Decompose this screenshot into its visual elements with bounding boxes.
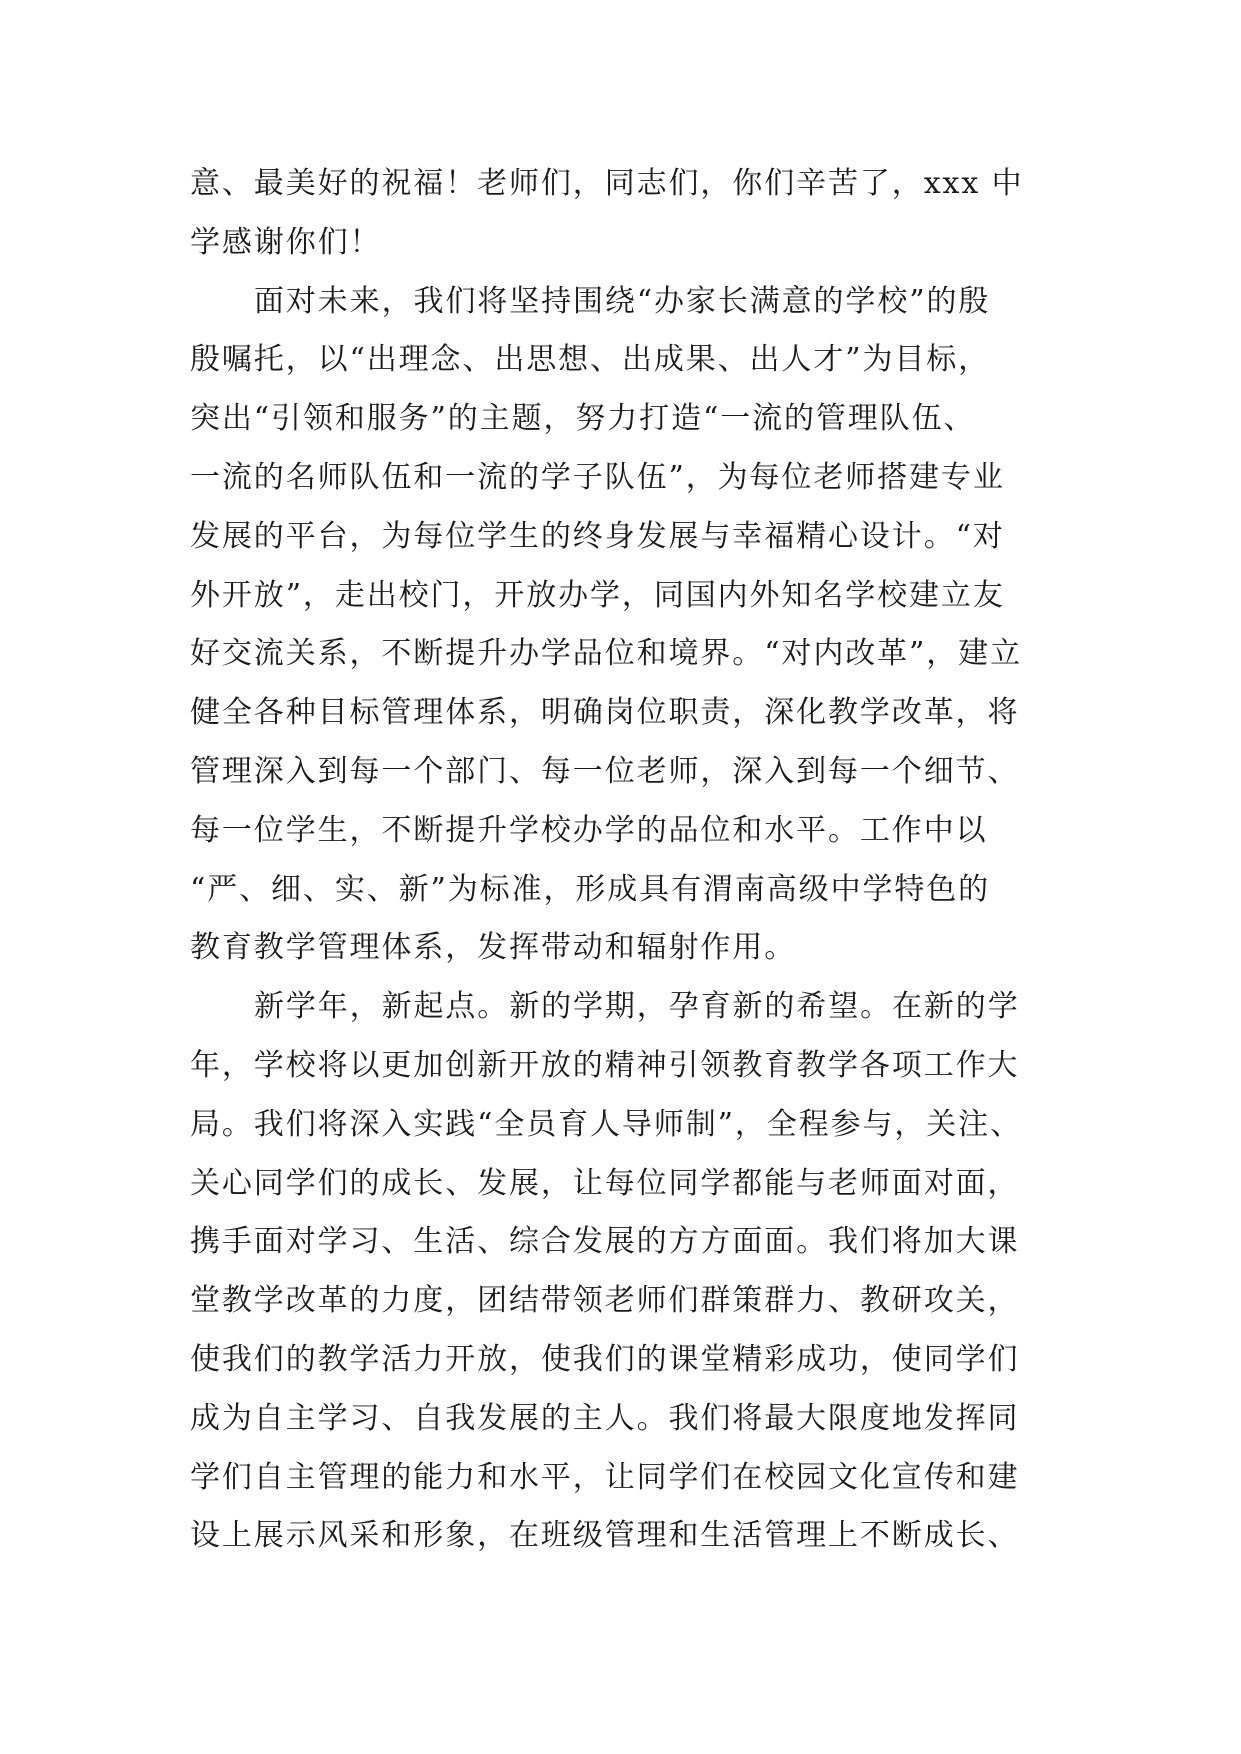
text-line: 教育教学管理体系，发挥带动和辐射作用。 (190, 930, 797, 966)
body-text (190, 155, 1052, 1566)
text-line: 堂教学改革的力度，团结带领老师们群策群力、教研攻关， (190, 1283, 1020, 1319)
paragraph-first-line: 新学年，新起点。新的学期，孕育新的希望。在新的学 (254, 989, 1020, 1025)
text-line: 设上展示风采和形象，在班级管理和生活管理上不断成长、 (190, 1518, 1020, 1554)
text-line: 使我们的教学活力开放，使我们的课堂精彩成功，使同学们 (190, 1341, 1020, 1377)
text-line: 局。我们将深入实践“全员育人导师制”，全程参与，关注、 (190, 1106, 1022, 1142)
text-line: 管理深入到每一个部门、每一位老师，深入到每一个细节、 (190, 753, 1020, 789)
text-line: 外开放”，走出校门，开放办学，同国内外知名学校建立友 (190, 577, 1005, 613)
text-line: 好交流关系，不断提升办学品位和境界。“对内改革”，建立 (190, 636, 1022, 672)
text-line: 健全各种目标管理体系，明确岗位职责，深化教学改革，将 (190, 695, 1020, 731)
text-line: 成为自主学习、自我发展的主人。我们将最大限度地发挥同 (190, 1400, 1020, 1436)
text-line: 学感谢你们！ (190, 224, 382, 260)
text-line: 突出“引领和服务”的主题，努力打造“一流的管理队伍、 (190, 401, 976, 437)
text-line: 学们自主管理的能力和水平，让同学们在校园文化宣传和建 (190, 1459, 1020, 1495)
text-line: 携手面对学习、生活、综合发展的方方面面。我们将加大课 (190, 1224, 1020, 1260)
text-line: 年，学校将以更加创新开放的精神引领教育教学各项工作大 (190, 1047, 1020, 1083)
text-line: 一流的名师队伍和一流的学子队伍”，为每位老师搭建专业 (190, 459, 1005, 495)
text-line: 关心同学们的成长、发展，让每位同学都能与老师面对面， (190, 1165, 1020, 1201)
paragraph-first-line: 面对未来，我们将坚持围绕“办家长满意的学校”的殷 (254, 283, 991, 319)
text-line: 发展的平台，为每位学生的终身发展与幸福精心设计。“对 (190, 518, 1005, 554)
text-line: 意、最美好的祝福！老师们，同志们，你们辛苦了，xxx 中 (190, 166, 1024, 201)
text-line: “严、细、实、新”为标准，形成具有渭南高级中学特色的 (190, 871, 991, 907)
text-line: 殷嘱托，以“出理念、出思想、出成果、出人才”为目标， (190, 342, 991, 378)
text-line: 每一位学生，不断提升学校办学的品位和水平。工作中以 (190, 812, 988, 848)
